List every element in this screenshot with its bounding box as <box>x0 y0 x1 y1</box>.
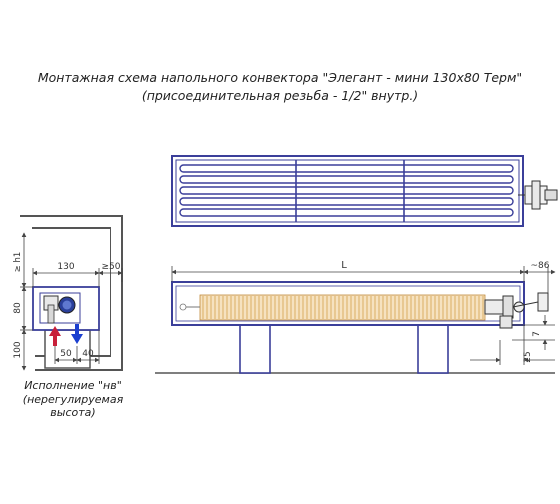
dim-pipe-end: 25 <box>523 351 533 363</box>
dim-pipe-low: 7 <box>532 331 542 337</box>
support-leg-right <box>418 325 448 373</box>
dim-width: 130 <box>57 262 75 272</box>
side-view <box>13 216 122 370</box>
dim-valve-ext: ~86 <box>530 261 550 271</box>
side-caption-line2: (нерегулируемая высота) <box>22 393 124 419</box>
dim-clearance: ≥ h1 <box>13 251 23 273</box>
diagram-subtitle: (присоединительная резьба - 1/2" внутр.) <box>141 88 419 103</box>
dim-pipe-offset: 40 <box>82 349 94 359</box>
support-leg-left <box>240 325 270 373</box>
front-view <box>155 260 555 373</box>
valve-handle-icon <box>59 297 75 313</box>
side-caption-line1: Исполнение "нв" <box>24 379 122 392</box>
dim-pipe-spacing: 50 <box>60 349 72 359</box>
diagram-title: Монтажная схема напольного конвектора "Элегант - мини 130х80 Терм" <box>37 70 523 85</box>
dim-length: L <box>341 260 347 271</box>
heat-exchanger-front <box>180 295 485 320</box>
dim-height: 80 <box>13 302 23 314</box>
top-view <box>172 156 557 226</box>
dim-floor: 100 <box>13 341 23 359</box>
dim-gap: ≥50 <box>101 262 121 272</box>
